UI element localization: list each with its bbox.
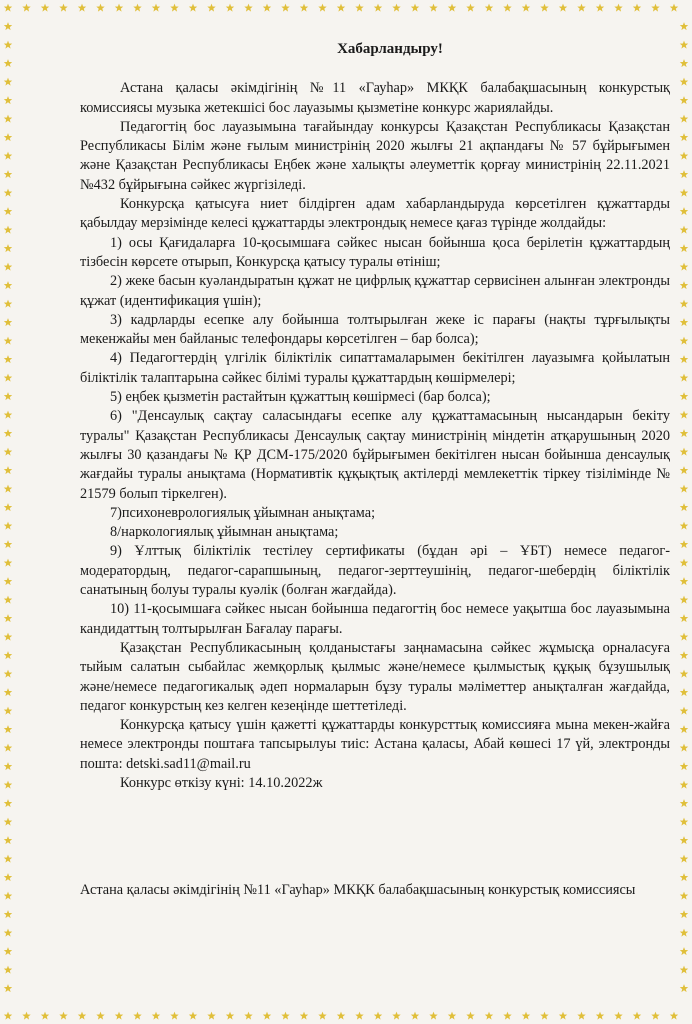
border-star <box>96 4 104 12</box>
border-star <box>429 1012 437 1020</box>
border-star <box>680 781 688 789</box>
border-star <box>4 707 12 715</box>
border-star <box>680 318 688 326</box>
border-star <box>226 1012 234 1020</box>
border-star <box>22 4 30 12</box>
border-star <box>4 466 12 474</box>
border-star <box>503 1012 511 1020</box>
border-star <box>680 596 688 604</box>
border-star <box>4 263 12 271</box>
border-star <box>4 910 12 918</box>
border-star <box>485 4 493 12</box>
border-star <box>281 1012 289 1020</box>
border-star <box>4 799 12 807</box>
border-star <box>633 1012 641 1020</box>
border-star <box>680 984 688 992</box>
border-star <box>4 929 12 937</box>
border-star <box>4 614 12 622</box>
list-item: 10) 11-қосымшаға сәйкес нысан бойынша педагогтің бос немесе уақытша бос лауазымына кандидаттың толтырылған Бағалау парағы. <box>80 601 670 637</box>
border-star <box>4 781 12 789</box>
border-star <box>577 1012 585 1020</box>
border-star <box>41 4 49 12</box>
paragraph-disqualification: Қазақстан Республикасының қолданыстағы заңнамасына сәйкес жұмысқа орналасуға тыйым салатын сыбайлас жемқорлық қылмыс және/немесе қылмыстық құқық бұзушылық және/немесе педагогикалық әдеп нормаларын бұзу туралы мәліметтер анықталған жағдайда, педагог конкурстың кез келген кезеңінде шеттетіледі. <box>80 639 670 714</box>
paragraph-intro: Астана қаласы әкімдігінің №11 «Гауһар» МКҚК балабақшасының конкурстық комиссиясы музыка жетекшісі бос лауазымы қызметіне конкурс жариялайды. <box>80 80 670 116</box>
border-star <box>59 4 67 12</box>
border-star <box>680 466 688 474</box>
border-star <box>680 892 688 900</box>
border-star <box>392 1012 400 1020</box>
border-star <box>4 725 12 733</box>
border-star <box>4 688 12 696</box>
border-star <box>337 1012 345 1020</box>
signature-block: Астана қаласы әкімдігінің №11 «Гауһар» МКҚК балабақшасының конкурстық комиссиясы <box>80 882 636 898</box>
border-star <box>4 485 12 493</box>
announcement-body <box>80 40 670 793</box>
border-star <box>4 984 12 992</box>
border-star <box>4 337 12 345</box>
border-star <box>680 966 688 974</box>
border-star <box>4 559 12 567</box>
border-star <box>78 1012 86 1020</box>
border-star <box>680 374 688 382</box>
border-star <box>680 799 688 807</box>
border-star <box>4 392 12 400</box>
border-star <box>680 744 688 752</box>
border-star <box>670 1012 678 1020</box>
list-item: 6) "Денсаулық сақтау саласындағы есепке алу құжаттамасының нысандарын бекіту туралы" Қазақстан Республикасы Денсаулық сақтау министрінің міндетін атқарушының 2020 жылғы 30 қазандағы № ҚР ДСМ-175/2020 бұйрығымен бекітілген нысан бойынша денсаулық жағдайы туралы анықтама (Нормативтік құқықтық актілерді мемлекеттік тіркеу тізілімінде № 21579 болып тіркелген). <box>80 408 670 502</box>
border-star <box>4 818 12 826</box>
border-star <box>318 1012 326 1020</box>
border-star <box>4 522 12 530</box>
border-star <box>680 189 688 197</box>
border-star <box>680 263 688 271</box>
list-item: 5) еңбек қызметін растайтын құжаттың көшірмесі (бар болса); <box>110 389 491 406</box>
border-star <box>670 4 678 12</box>
border-star <box>680 96 688 104</box>
border-star <box>4 892 12 900</box>
border-star <box>337 4 345 12</box>
border-star <box>244 1012 252 1020</box>
border-star <box>680 133 688 141</box>
border-star <box>522 1012 530 1020</box>
border-star <box>651 1012 659 1020</box>
border-star <box>559 4 567 12</box>
border-star <box>680 226 688 234</box>
border-star <box>680 152 688 160</box>
border-star <box>133 4 141 12</box>
border-star <box>429 4 437 12</box>
border-star <box>4 947 12 955</box>
paragraph-legal-basis: Педагогтің бос лауазымына тағайындау конкурсы Қазақстан Республикасы Қазақстан Республикасы Білім және ғылым министрінің 2020 жылғы 21 ақпандағы № 57 бұйрығымен және Қазақстан Республикасы Еңбек және халықты әлеуметтік қорғау министрінің 22.11.2021 №432 бұйрығына сәйкес жүргізіледі. <box>80 118 670 193</box>
list-item: 2) жеке басын куәландыратын құжат не цифрлық құжаттар сервисінен алынған электронды құжат (идентификация үшін); <box>80 273 670 309</box>
border-star <box>411 1012 419 1020</box>
border-star <box>680 725 688 733</box>
border-star <box>392 4 400 12</box>
border-star <box>680 614 688 622</box>
border-star <box>466 4 474 12</box>
border-star <box>411 4 419 12</box>
border-star <box>680 947 688 955</box>
border-star <box>4 670 12 678</box>
border-star <box>448 1012 456 1020</box>
border-star <box>680 448 688 456</box>
border-star <box>680 41 688 49</box>
border-star <box>4 41 12 49</box>
list-item: 1) осы Қағидаларға 10-қосымшаға сәйкес нысан бойынша қоса берілетін құжаттардың тізбесін көрсете отырып, Конкурсқа қатысу туралы өтініш; <box>80 234 670 270</box>
border-star <box>522 4 530 12</box>
border-star <box>374 4 382 12</box>
border-star <box>133 1012 141 1020</box>
border-star <box>4 226 12 234</box>
border-star <box>503 4 511 12</box>
border-star <box>4 577 12 585</box>
border-star <box>680 22 688 30</box>
border-star <box>680 559 688 567</box>
border-star <box>4 59 12 67</box>
border-star <box>466 1012 474 1020</box>
border-star <box>680 707 688 715</box>
border-star <box>4 207 12 215</box>
border-star <box>680 281 688 289</box>
border-star <box>4 540 12 548</box>
border-star <box>170 4 178 12</box>
border-star <box>680 170 688 178</box>
border-star <box>680 577 688 585</box>
border-star <box>263 1012 271 1020</box>
border-star <box>4 873 12 881</box>
announcement-title: Хабарландыру! <box>337 41 443 57</box>
border-star <box>680 78 688 86</box>
border-star <box>281 4 289 12</box>
border-star <box>4 1012 12 1020</box>
border-star <box>680 910 688 918</box>
border-star <box>78 4 86 12</box>
border-star <box>4 633 12 641</box>
border-star <box>680 522 688 530</box>
contest-date: Конкурс өткізу күні: 14.10.2022ж <box>120 774 323 791</box>
border-star <box>4 411 12 419</box>
border-star <box>300 1012 308 1020</box>
border-star <box>189 1012 197 1020</box>
border-star <box>263 4 271 12</box>
border-star <box>448 4 456 12</box>
border-star <box>680 873 688 881</box>
border-star <box>318 4 326 12</box>
border-star <box>4 744 12 752</box>
border-star <box>244 4 252 12</box>
paragraph-documents-lead: Конкурсқа қатысуға ниет білдірген адам хабарландыруда көрсетілген құжаттарды қабылдау мерзімінде келесі құжаттарды электрондық немесе қағаз түрінде жолдайды: <box>80 196 670 232</box>
border-star <box>170 1012 178 1020</box>
border-star <box>680 485 688 493</box>
border-star <box>680 670 688 678</box>
border-star <box>4 374 12 382</box>
border-star <box>4 4 12 12</box>
border-star <box>96 1012 104 1020</box>
list-item: 8/наркологиялық ұйымнан анықтама; <box>110 524 339 541</box>
border-star <box>4 503 12 511</box>
border-star <box>207 4 215 12</box>
border-star <box>4 836 12 844</box>
border-star <box>680 59 688 67</box>
border-star <box>115 1012 123 1020</box>
border-star <box>485 1012 493 1020</box>
border-star <box>680 540 688 548</box>
border-star <box>680 929 688 937</box>
border-star <box>680 688 688 696</box>
border-star <box>680 244 688 252</box>
border-star <box>680 411 688 419</box>
border-star <box>374 1012 382 1020</box>
border-star <box>4 355 12 363</box>
list-item: 3) кадрларды есепке алу бойынша толтырылған жеке іс парағы (нақты тұрғылықты мекенжайы мен байланыс телефондары көрсетілген – бар болса); <box>80 311 670 348</box>
border-star <box>614 1012 622 1020</box>
border-star <box>680 115 688 123</box>
border-star <box>680 651 688 659</box>
border-star <box>680 818 688 826</box>
border-star <box>614 4 622 12</box>
border-star <box>4 966 12 974</box>
border-star <box>651 4 659 12</box>
border-star <box>680 300 688 308</box>
border-star <box>4 281 12 289</box>
border-star <box>680 355 688 363</box>
border-star <box>226 4 234 12</box>
border-star <box>4 318 12 326</box>
border-star <box>22 1012 30 1020</box>
border-star <box>152 1012 160 1020</box>
border-star <box>596 4 604 12</box>
border-star <box>577 4 585 12</box>
border-star <box>115 4 123 12</box>
border-star <box>4 133 12 141</box>
border-star <box>4 170 12 178</box>
border-star <box>4 429 12 437</box>
border-star <box>4 22 12 30</box>
border-star <box>559 1012 567 1020</box>
border-star <box>4 78 12 86</box>
border-star <box>680 429 688 437</box>
border-star <box>41 1012 49 1020</box>
paragraph-submission-address: Конкурсқа қатысу үшін қажетті құжаттарды конкурсттық комиссияға мына мекен-жайға немесе электронды поштаға тапсырылуы тиіс: Астана қаласы, Абай көшесі 17 үй, электронды пошта: detski.sad11@mail.ru <box>80 717 670 772</box>
border-star <box>189 4 197 12</box>
border-star <box>4 96 12 104</box>
border-star <box>680 855 688 863</box>
border-star <box>680 762 688 770</box>
border-star <box>596 1012 604 1020</box>
border-star <box>355 1012 363 1020</box>
border-star <box>207 1012 215 1020</box>
border-star <box>680 337 688 345</box>
border-star <box>680 207 688 215</box>
list-item: 4) Педагогтердің үлгілік біліктілік сипаттамаларымен бекітілген лауазымға қойылатын біліктілік талаптарына сәйкес білімі туралы құжаттардың көшірмелері; <box>80 350 670 386</box>
list-item: 9) Ұлттық біліктілік тестілеу сертификаты (бұдан әрі – ҰБТ) немесе педагог-модератордың, педагог-сарапшының, педагог-зерттеушінің, педагог-шебердің біліктілік санатының болуы туралы куәлік (болған жағдайда). <box>80 543 670 599</box>
border-star <box>4 189 12 197</box>
border-star <box>4 448 12 456</box>
border-star <box>152 4 160 12</box>
border-star <box>540 1012 548 1020</box>
border-star <box>4 152 12 160</box>
border-star <box>633 4 641 12</box>
border-star <box>4 762 12 770</box>
border-star <box>300 4 308 12</box>
list-item: 7)психоневрологиялық ұйымнан анықтама; <box>110 504 376 521</box>
border-star <box>4 115 12 123</box>
border-star <box>355 4 363 12</box>
border-star <box>4 855 12 863</box>
border-star <box>4 300 12 308</box>
border-star <box>540 4 548 12</box>
border-star <box>680 633 688 641</box>
border-star <box>59 1012 67 1020</box>
border-star <box>4 651 12 659</box>
border-star <box>4 244 12 252</box>
border-star <box>680 836 688 844</box>
border-star <box>4 596 12 604</box>
border-star <box>680 503 688 511</box>
border-star <box>680 392 688 400</box>
